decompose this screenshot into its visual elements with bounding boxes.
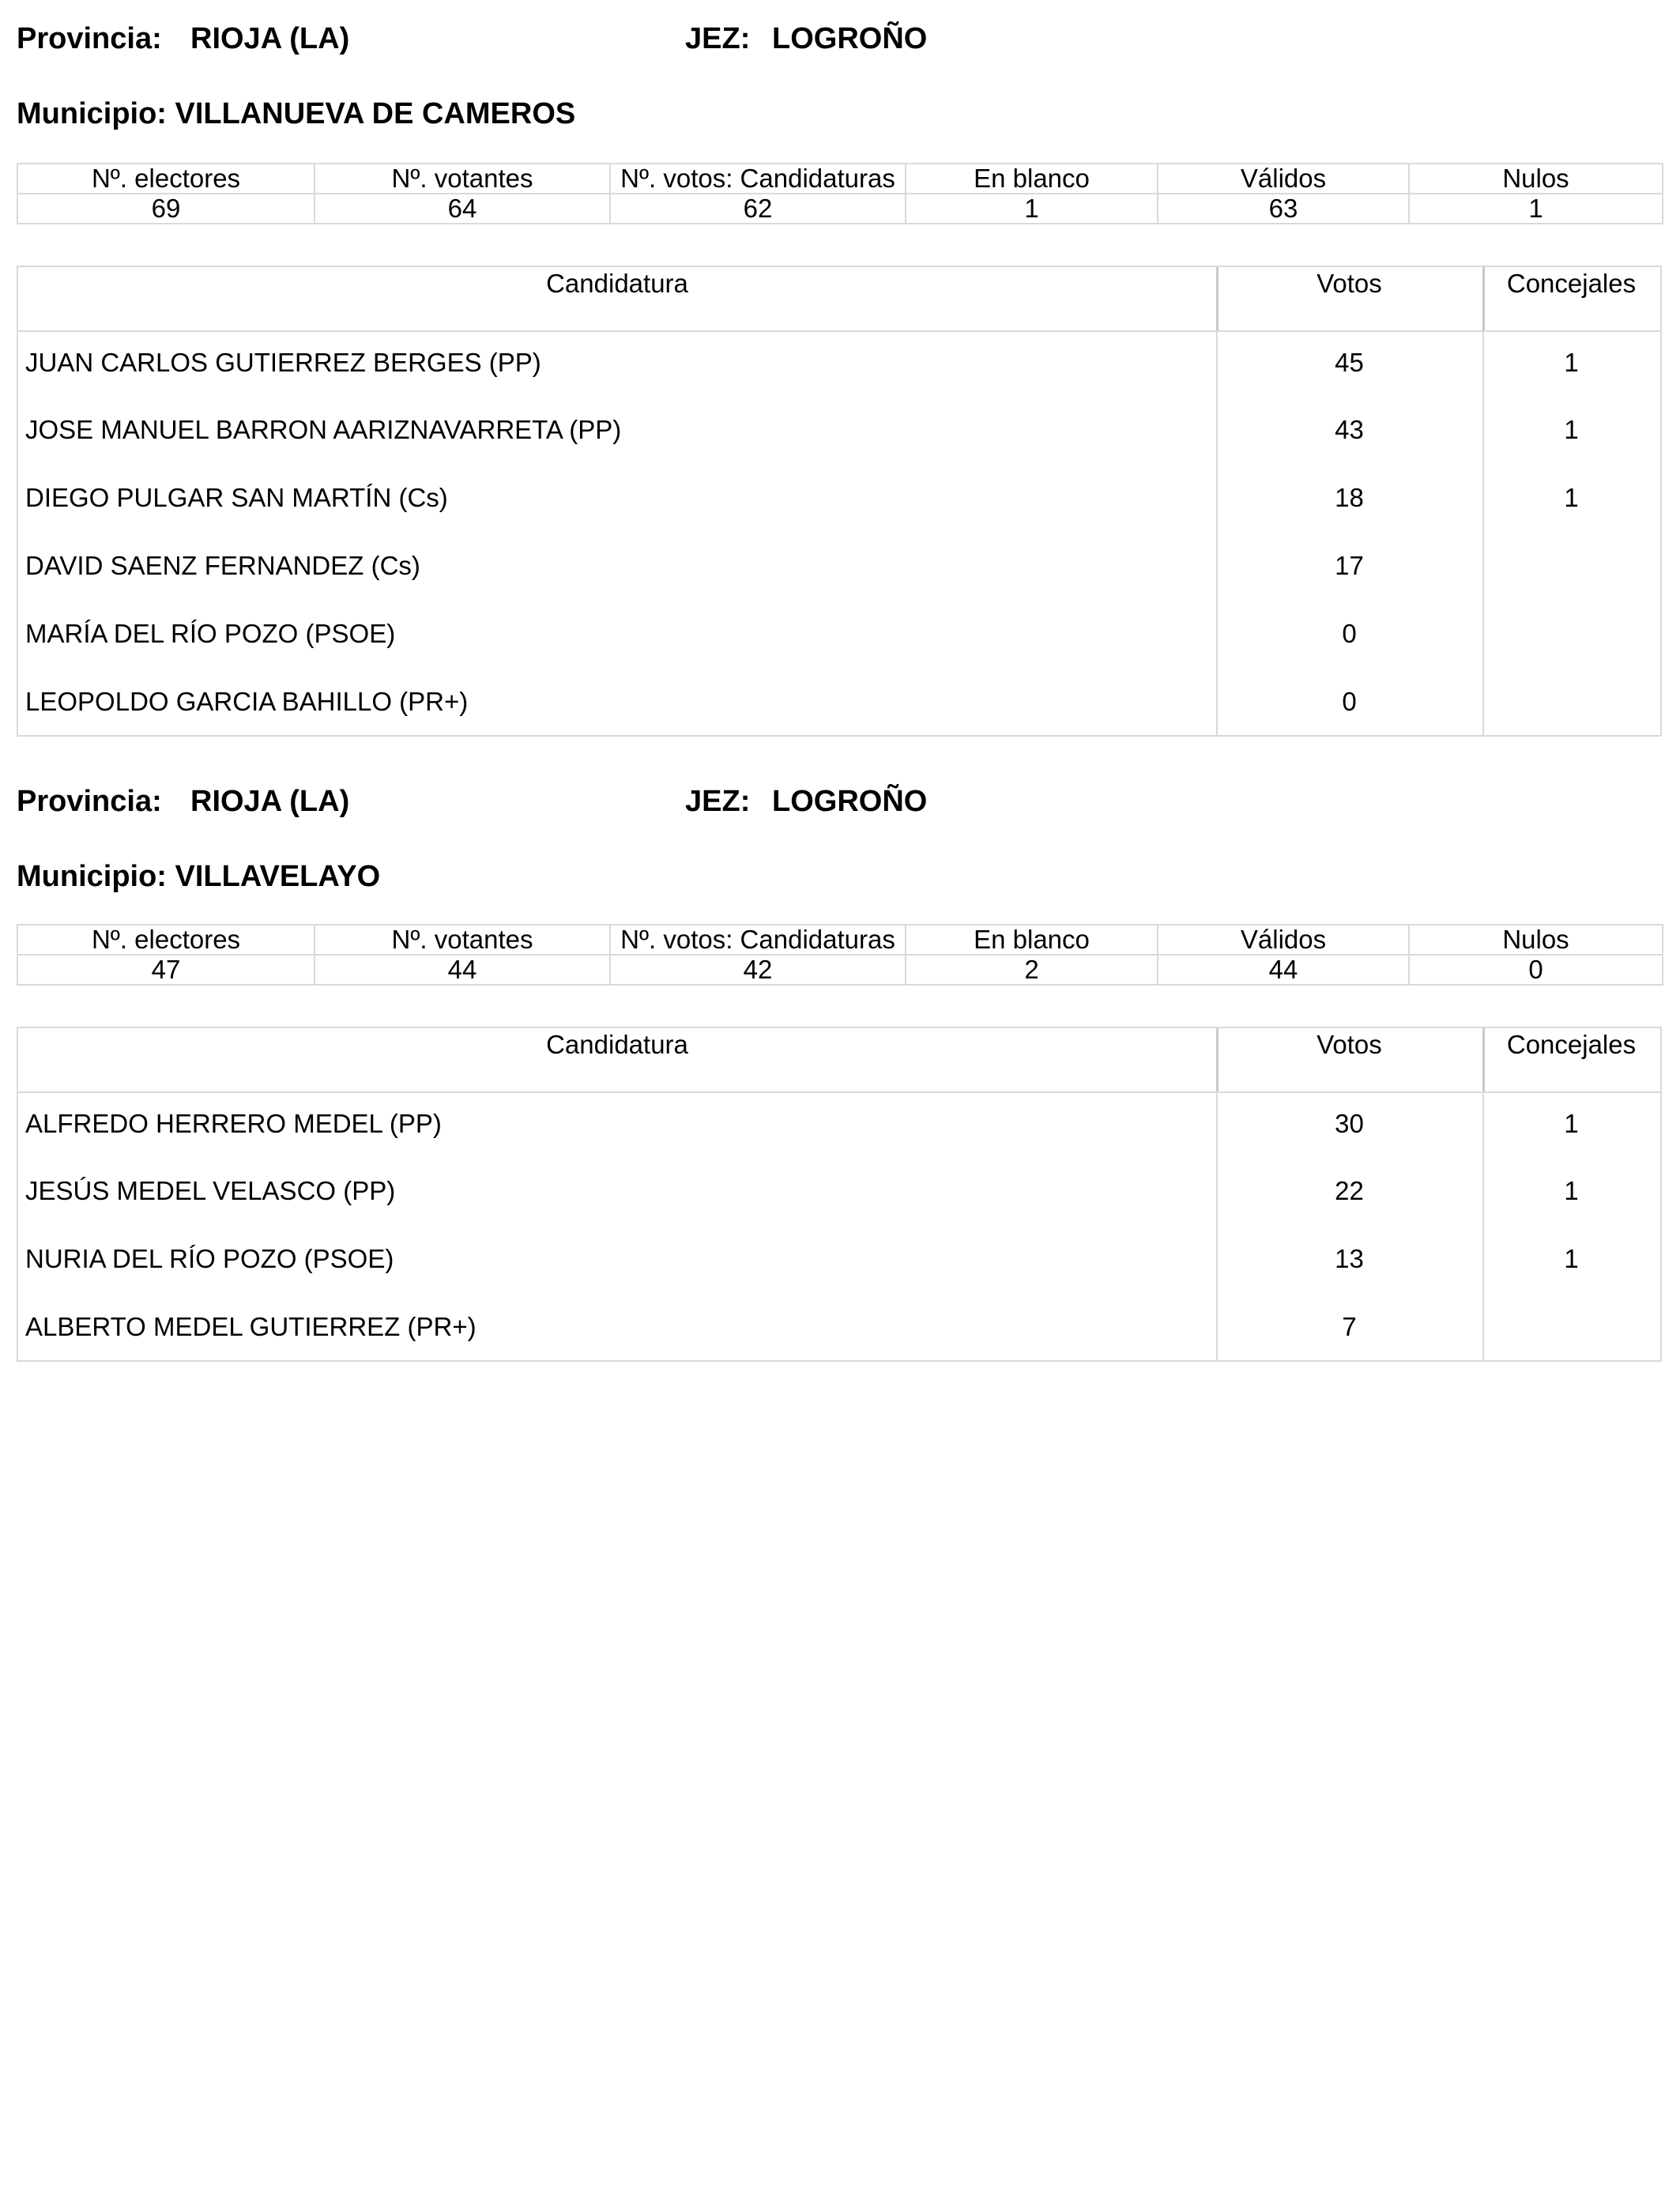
- summary-value-row: [17, 955, 1663, 985]
- municipio-heading: [17, 99, 575, 129]
- summary-value-cell: 69: [17, 194, 315, 224]
- provincia-value: RIOJA (LA): [190, 22, 350, 55]
- summary-header-cell: Nº. votantes: [315, 925, 610, 955]
- candidate-row: [18, 552, 1660, 620]
- candidate-row: [18, 1110, 1660, 1178]
- municipio-value: VILLANUEVA DE CAMEROS: [175, 97, 576, 130]
- candidate-name: DIEGO PULGAR SAN MARTÍN (Cs): [25, 483, 448, 512]
- summary-value-cell: 44: [315, 955, 610, 985]
- municipio-label: Municipio:: [17, 860, 167, 893]
- candidate-votes: 13: [1335, 1244, 1364, 1273]
- summary-table: [17, 163, 1663, 224]
- candidate-row: [18, 349, 1660, 417]
- candidates-header-row: [18, 1028, 1660, 1093]
- candidate-name: ALBERTO MEDEL GUTIERREZ (PR+): [25, 1312, 477, 1341]
- jez-label: JEZ:: [685, 22, 751, 55]
- summary-header-cell: Nº. electores: [17, 925, 315, 955]
- summary-value-row: [17, 194, 1663, 224]
- summary-table: [17, 924, 1663, 986]
- candidates-table: [17, 1027, 1662, 1362]
- summary-value-cell: 2: [906, 955, 1158, 985]
- summary-header-cell: Nulos: [1409, 164, 1663, 194]
- summary-header-cell: Nº. electores: [17, 164, 315, 194]
- summary-header-row: [17, 925, 1663, 955]
- provincia-label: Provincia:: [17, 22, 162, 55]
- summary-value-cell: 42: [610, 955, 906, 985]
- candidate-votes: 30: [1335, 1109, 1364, 1138]
- summary-header-row: [17, 164, 1663, 194]
- header-votos: Votos: [1317, 269, 1382, 298]
- candidates-table: [17, 266, 1662, 737]
- summary-header-cell: Nulos: [1409, 925, 1663, 955]
- candidate-votes: 0: [1342, 619, 1357, 648]
- candidate-row: [18, 484, 1660, 552]
- summary-header-cell: Nº. votantes: [315, 164, 610, 194]
- candidate-name: MARÍA DEL RÍO POZO (PSOE): [25, 619, 396, 648]
- candidate-votes: 0: [1342, 687, 1357, 716]
- candidate-concejales: 1: [1564, 415, 1579, 444]
- candidate-votes: 22: [1335, 1176, 1364, 1205]
- summary-value-cell: 62: [610, 194, 906, 224]
- candidate-name: ALFREDO HERRERO MEDEL (PP): [25, 1109, 442, 1138]
- header-candidatura: Candidatura: [546, 269, 688, 298]
- candidate-concejales: 1: [1564, 1244, 1579, 1273]
- candidate-row: [18, 1178, 1660, 1245]
- jez-value: LOGROÑO: [772, 22, 928, 55]
- candidate-row: [18, 620, 1660, 688]
- summary-header-cell: En blanco: [906, 925, 1158, 955]
- header-concejales: Concejales: [1506, 269, 1637, 298]
- header-concejales: Concejales: [1506, 1030, 1637, 1059]
- header-votos: Votos: [1317, 1030, 1382, 1059]
- header-candidatura: Candidatura: [546, 1030, 688, 1059]
- summary-header-cell: Nº. votos: Candidaturas: [610, 164, 906, 194]
- summary-value-cell: 47: [17, 955, 315, 985]
- candidate-row: [18, 1314, 1660, 1381]
- candidate-name: LEOPOLDO GARCIA BAHILLO (PR+): [25, 687, 469, 716]
- summary-value-cell: 1: [906, 194, 1158, 224]
- provincia-value: RIOJA (LA): [190, 785, 350, 818]
- candidate-votes: 43: [1335, 415, 1364, 444]
- provincia-label: Provincia:: [17, 785, 162, 818]
- jez-value: LOGROÑO: [772, 785, 928, 818]
- candidate-name: JUAN CARLOS GUTIERREZ BERGES (PP): [25, 348, 541, 377]
- candidate-name: JESÚS MEDEL VELASCO (PP): [25, 1176, 396, 1205]
- summary-header-cell: Válidos: [1158, 164, 1409, 194]
- summary-header-cell: En blanco: [906, 164, 1158, 194]
- municipio-label: Municipio:: [17, 97, 167, 130]
- summary-value-cell: 0: [1409, 955, 1663, 985]
- candidate-row: [18, 1246, 1660, 1313]
- candidate-concejales: 1: [1564, 1109, 1579, 1138]
- summary-value-cell: 1: [1409, 194, 1663, 224]
- candidate-row: [18, 417, 1660, 484]
- candidate-name: JOSE MANUEL BARRON AARIZNAVARRETA (PP): [25, 415, 622, 444]
- candidate-row: [18, 688, 1660, 756]
- summary-header-cell: Válidos: [1158, 925, 1409, 955]
- candidate-votes: 45: [1335, 348, 1364, 377]
- candidate-concejales: 1: [1564, 483, 1579, 512]
- summary-value-cell: 44: [1158, 955, 1409, 985]
- municipio-value: VILLAVELAYO: [175, 860, 381, 893]
- candidate-name: DAVID SAENZ FERNANDEZ (Cs): [25, 551, 420, 580]
- summary-value-cell: 63: [1158, 194, 1409, 224]
- candidate-votes: 17: [1335, 551, 1364, 580]
- candidates-header-row: [18, 267, 1660, 332]
- candidate-concejales: 1: [1564, 1176, 1579, 1205]
- summary-header-cell: Nº. votos: Candidaturas: [610, 925, 906, 955]
- jez-label: JEZ:: [685, 785, 751, 818]
- candidate-concejales: 1: [1564, 348, 1579, 377]
- summary-value-cell: 64: [315, 194, 610, 224]
- municipio-heading: [17, 861, 380, 892]
- candidate-name: NURIA DEL RÍO POZO (PSOE): [25, 1244, 394, 1273]
- candidate-votes: 7: [1342, 1312, 1357, 1341]
- candidate-votes: 18: [1335, 483, 1364, 512]
